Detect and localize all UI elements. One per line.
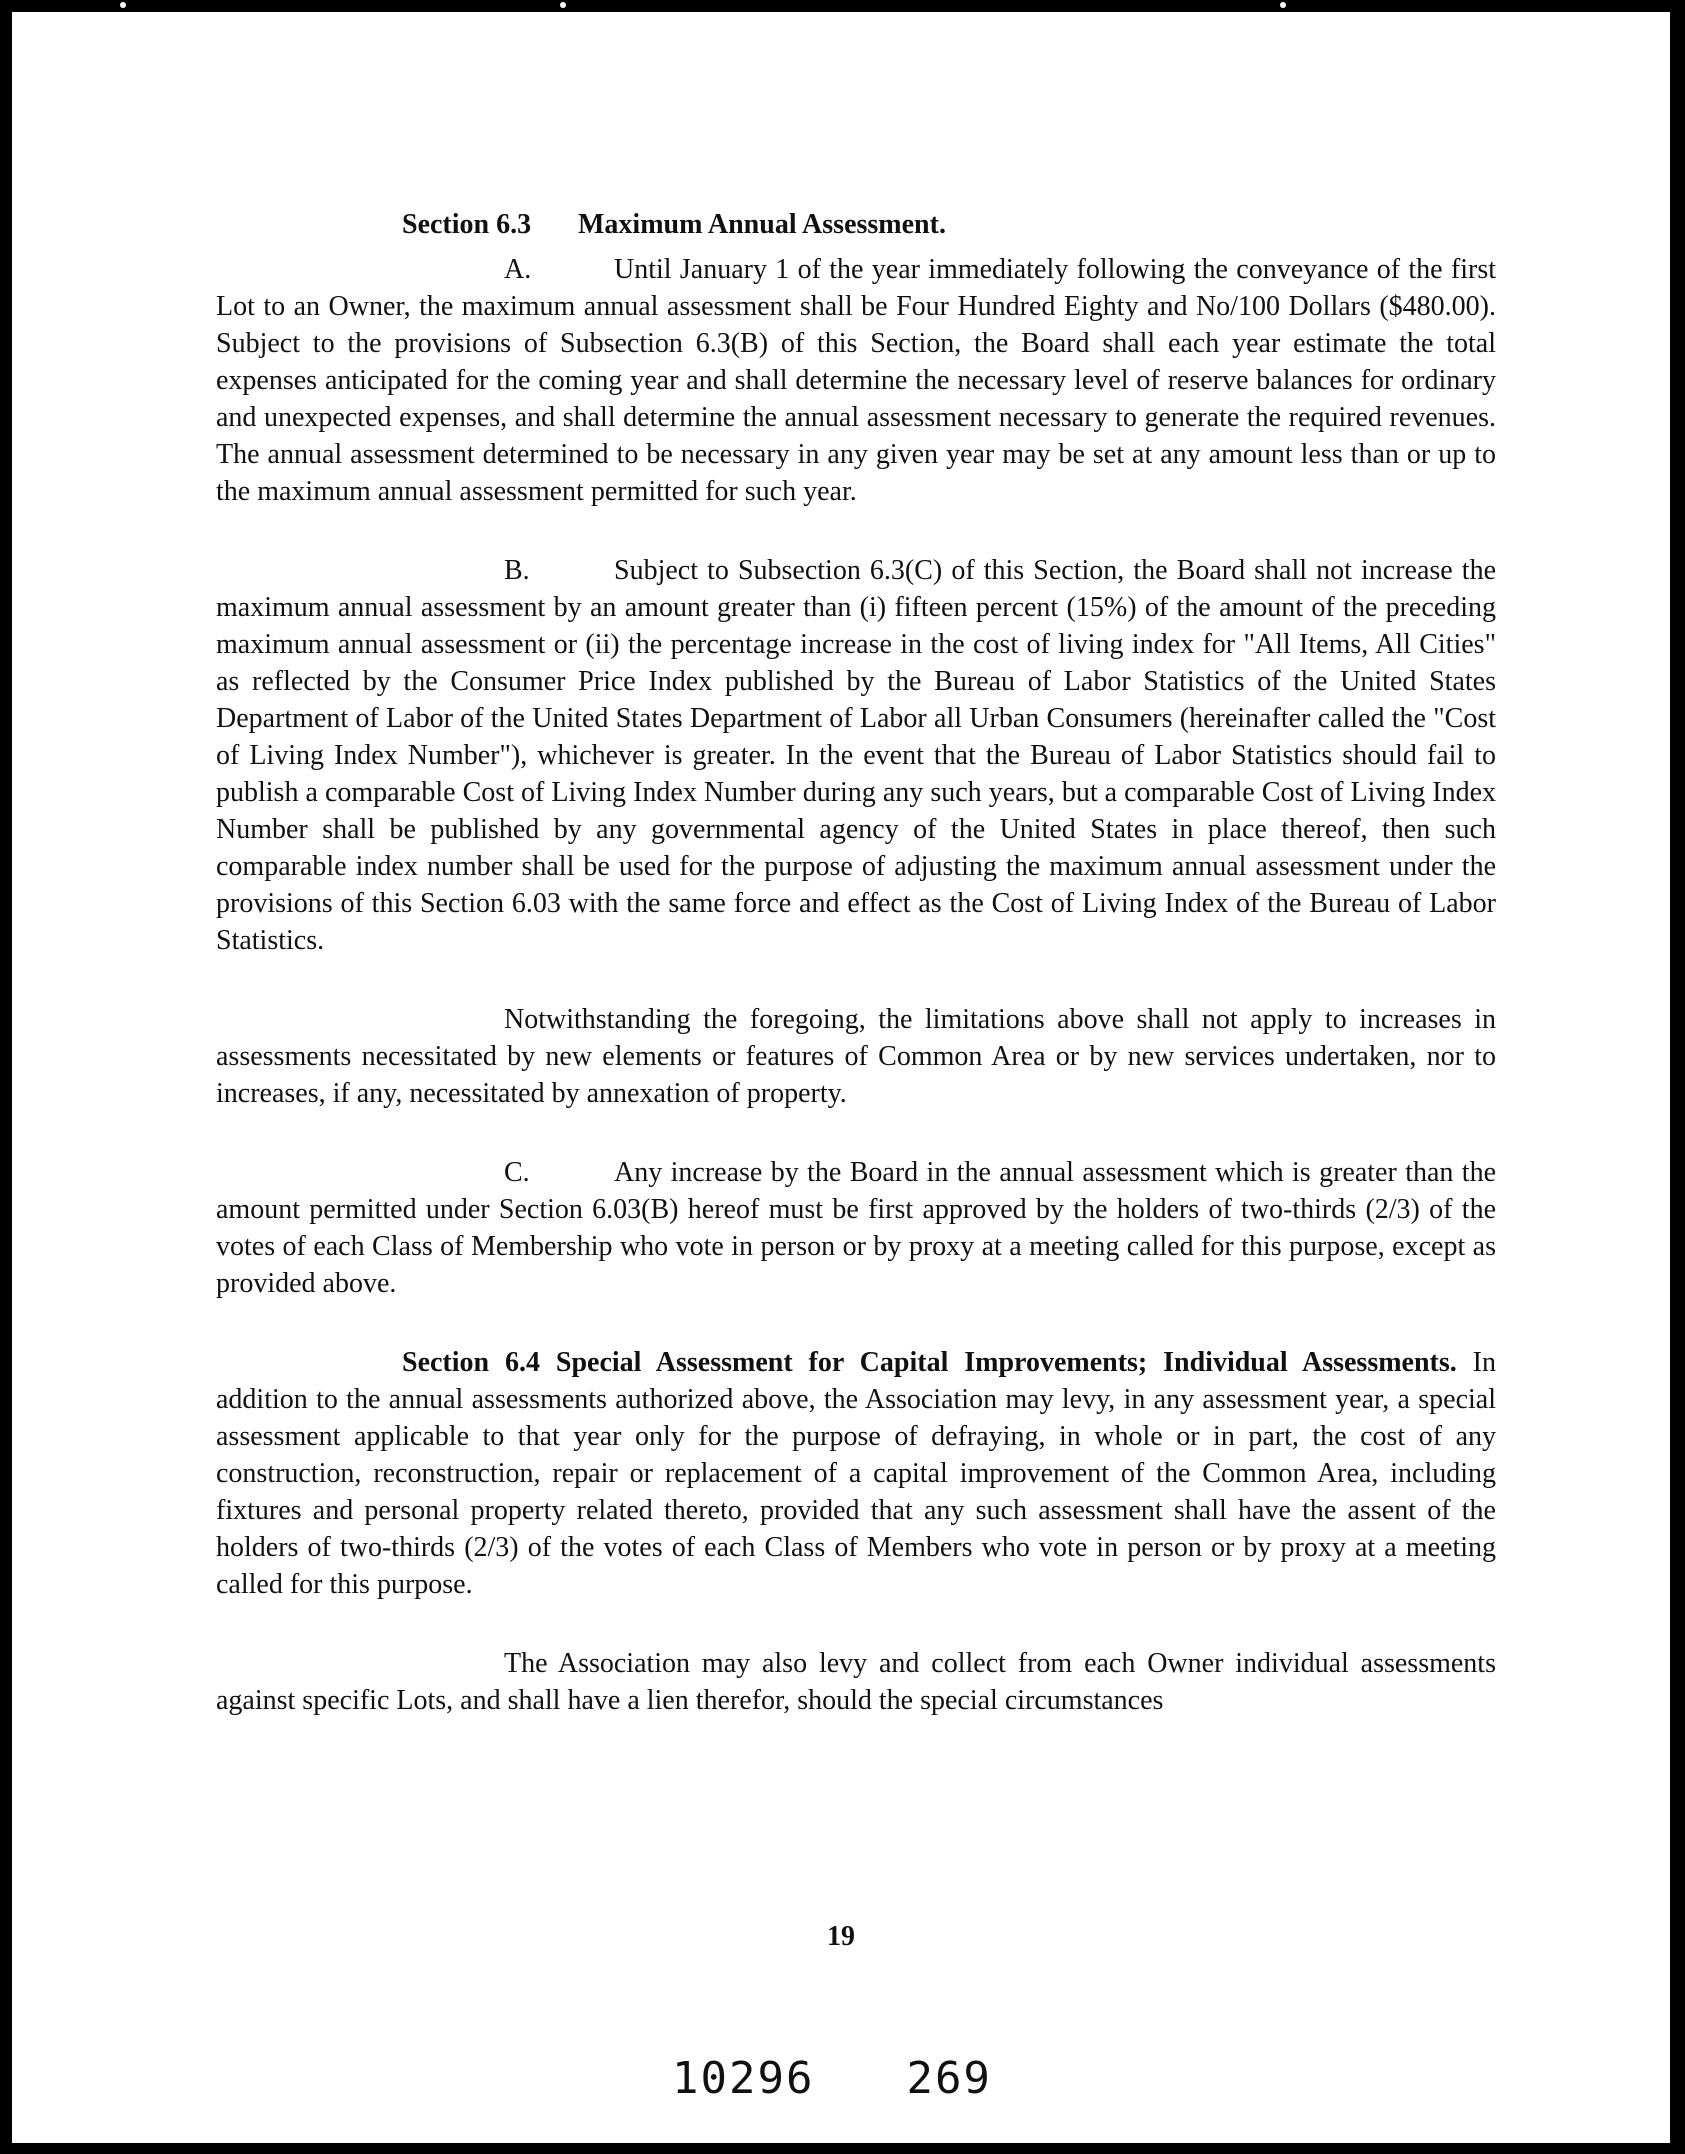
section-6-3-number: Section 6.3 [402,209,532,240]
page-number: 19 [827,1921,855,1952]
scan-speck [1280,2,1286,8]
paragraph-a-text: Until January 1 of the year immediately following the conveyance of the first Lot to an Owner, the maximum annual assessment shall be Four Hundred Eighty and No/100 Dollars ($480.00). Subject to the provisions of Subsection 6.3(B) of this Section, the Board shall each year estimate the total expenses anticipated for the coming year and shall determine the necessary level of reserve balances for ordinary and unexpected expenses, and shall determine the annual assessment necessary to generate the required revenues. The annual assessment determined to be necessary in any given year may be set at any amount less than or up to the maximum annual assessment permitted for such year. [216,254,1496,507]
paragraph-notwithstanding-text: Notwithstanding the foregoing, the limitations above shall not apply to increases in assessments necessitated by new elements or features of Common Area or by new services undertaken, nor to increases, if any, necessitated by annexation of property. [216,1004,1496,1109]
document-body [216,207,1496,1761]
document-page [12,12,1670,2143]
paragraph-c-marker: C. [504,1157,530,1188]
paragraph-c [216,1154,1496,1302]
paragraph-individual-assessments-text: The Association may also levy and collect from each Owner individual assessments against specific Lots, and shall have a lien therefor, should the special circumstances [216,1648,1496,1716]
paragraph-a-marker: A. [504,254,532,285]
scan-speck [120,2,126,8]
stamp-page-number: 269 [906,2053,992,2104]
stamp-book-number: 10296 [672,2053,815,2104]
recording-stamp [672,2054,992,2104]
section-6-4-paragraph [216,1344,1496,1603]
paragraph-b [216,552,1496,959]
paragraph-notwithstanding [216,1001,1496,1112]
paragraph-c-text: Any increase by the Board in the annual assessment which is greater than the amount permitted under Section 6.03(B) hereof must be first approved by the holders of two-thirds (2/3) of the votes of each Class of Membership who vote in person or by proxy at a meeting called for this purpose, except as provided above. [216,1157,1496,1299]
section-6-4-heading: Section 6.4 Special Assessment for Capital Improvements; Individual Assessments. [402,1347,1457,1378]
paragraph-individual-assessments [216,1645,1496,1719]
section-6-4-text: In addition to the annual assessments authorized above, the Association may levy, in any assessment year, a special assessment applicable to that year only for the purpose of defraying, in whole or in part, the cost of any construction, reconstruction, repair or replacement of a capital improvement of the Common Area, including fixtures and personal property related thereto, provided that any such assessment shall have the assent of the holders of two-thirds (2/3) of the votes of each Class of Members who vote in person or by proxy at a meeting called for this purpose. [216,1347,1496,1600]
scan-speck [560,2,566,8]
section-6-3-title: Maximum Annual Assessment. [578,209,946,240]
paragraph-b-text: Subject to Subsection 6.3(C) of this Section, the Board shall not increase the maximum annual assessment by an amount greater than (i) fifteen percent (15%) of the amount of the preceding maximum annual assessment or (ii) the percentage increase in the cost of living index for "All Items, All Cities" as reflected by the Consumer Price Index published by the Bureau of Labor Statistics of the United States Department of Labor of the United States Department of Labor all Urban Consumers (hereinafter called the "Cost of Living Index Number"), whichever is greater. In the event that the Bureau of Labor Statistics should fail to publish a comparable Cost of Living Index Number during any such years, but a comparable Cost of Living Index Number shall be published by any governmental agency of the United States in place thereof, then such comparable index number shall be used for the purpose of adjusting the maximum annual assessment under the provisions of this Section 6.03 with the same force and effect as the Cost of Living Index of the Bureau of Labor Statistics. [216,555,1496,956]
paragraph-a [216,251,1496,510]
section-6-3-heading [402,207,1496,243]
paragraph-b-marker: B. [504,555,530,586]
